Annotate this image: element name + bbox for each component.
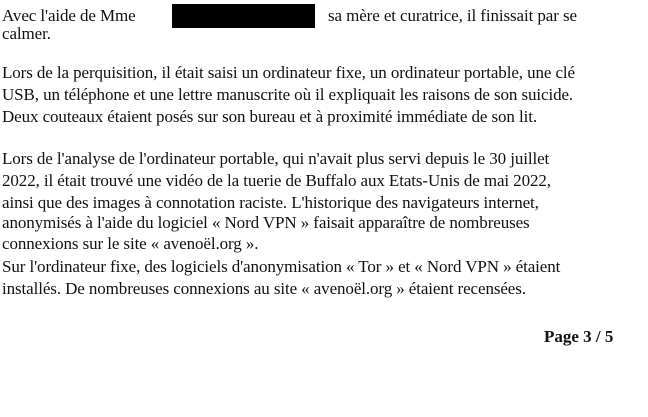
paragraph-3-line-4: anonymisés à l'aide du logiciel « Nord VPN » faisait apparaître de nombreuses xyxy=(2,213,530,232)
paragraph-2-line-3: Deux couteaux étaient posés sur son bureau et à proximité immédiate de son lit. xyxy=(2,107,538,126)
paragraph-2-line-1: Lors de la perquisition, il était saisi un ordinateur fixe, un ordinateur portable, une clé xyxy=(2,63,575,82)
page-number: Page 3 / 5 xyxy=(544,327,614,346)
paragraph-3-line-3: ainsi que des images à connotation raciste. L'historique des navigateurs internet, xyxy=(2,193,539,212)
paragraph-4-line-2: installés. De nombreuses connexions au site « avenoël.org » étaient recensées. xyxy=(2,279,526,298)
paragraph-1-line-1: Avec l'aide de Mme xyxy=(2,6,136,25)
paragraph-2-line-2: USB, un téléphone et une lettre manuscrite où il expliquait les raisons de son suicide. xyxy=(2,85,574,104)
paragraph-3-line-5: connexions sur le site « avenoël.org ». xyxy=(2,234,259,253)
redaction-bar xyxy=(172,4,315,28)
paragraph-1-line-2: calmer. xyxy=(2,24,51,43)
paragraph-1-line-1-continued: sa mère et curatrice, il finissait par se xyxy=(328,6,577,25)
paragraph-3-line-2: 2022, il était trouvé une vidéo de la tuerie de Buffalo aux Etats-Unis de mai 2022, xyxy=(2,171,551,190)
paragraph-3-line-1: Lors de l'analyse de l'ordinateur portable, qui n'avait plus servi depuis le 30 juillet xyxy=(2,149,550,168)
paragraph-4-line-1: Sur l'ordinateur fixe, des logiciels d'anonymisation « Tor » et « Nord VPN » étaient xyxy=(2,257,561,276)
